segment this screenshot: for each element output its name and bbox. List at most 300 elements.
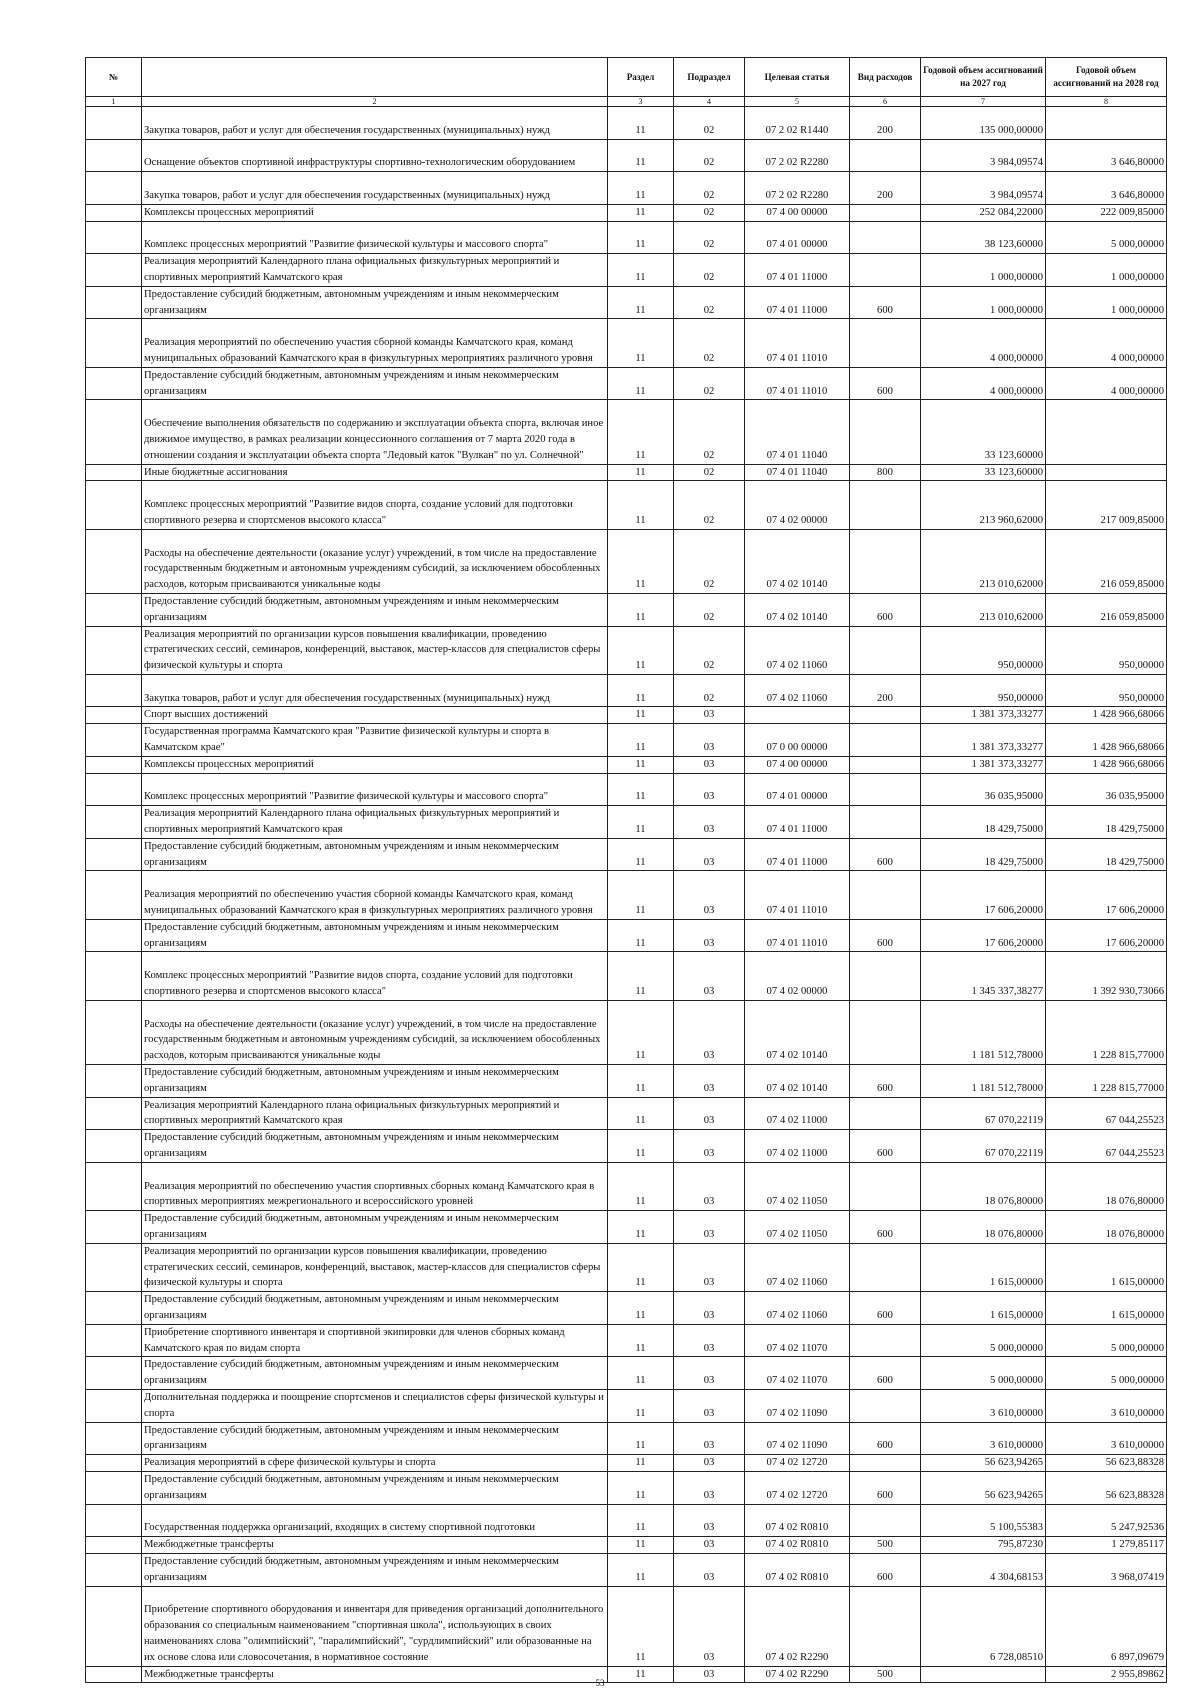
row-target-cell: 07 4 01 11000 bbox=[745, 806, 850, 839]
row-2028-cell: 1 000,00000 bbox=[1046, 286, 1167, 319]
row-2027-cell: 1 000,00000 bbox=[921, 286, 1046, 319]
row-name-cell: Комплекс процессных мероприятий "Развитие физической культуры и массового спорта" bbox=[142, 221, 608, 254]
table-row bbox=[86, 481, 1167, 529]
header-2028: Годовой объем ассигнований на 2028 год bbox=[1046, 58, 1167, 97]
row-name-cell: Комплекс процессных мероприятий "Развитие физической культуры и массового спорта" bbox=[142, 773, 608, 806]
row-2027-cell: 950,00000 bbox=[921, 674, 1046, 707]
row-2027-cell: 18 429,75000 bbox=[921, 838, 1046, 871]
row-vid-cell bbox=[850, 1243, 921, 1291]
row-podrazdel-cell: 02 bbox=[674, 367, 745, 400]
row-2028-cell: 67 044,25523 bbox=[1046, 1130, 1167, 1163]
table-row bbox=[86, 1471, 1167, 1504]
table-row bbox=[86, 1553, 1167, 1586]
row-vid-cell bbox=[850, 221, 921, 254]
row-podrazdel-cell: 03 bbox=[674, 919, 745, 952]
table-row bbox=[86, 1162, 1167, 1210]
table-row bbox=[86, 286, 1167, 319]
row-2027-cell: 4 000,00000 bbox=[921, 319, 1046, 367]
row-razdel-cell: 11 bbox=[608, 724, 674, 757]
table-row bbox=[86, 1324, 1167, 1357]
row-2028-cell: 217 009,85000 bbox=[1046, 481, 1167, 529]
row-vid-cell bbox=[850, 626, 921, 674]
row-2028-cell: 3 968,07419 bbox=[1046, 1553, 1167, 1586]
row-vid-cell: 600 bbox=[850, 1292, 921, 1325]
row-razdel-cell: 11 bbox=[608, 593, 674, 626]
row-2027-cell: 4 000,00000 bbox=[921, 367, 1046, 400]
row-number-cell bbox=[86, 1130, 142, 1163]
row-2027-cell: 33 123,60000 bbox=[921, 400, 1046, 464]
row-name-cell: Реализация мероприятий в сфере физической культуры и спорта bbox=[142, 1455, 608, 1472]
row-razdel-cell: 11 bbox=[608, 529, 674, 593]
table-row bbox=[86, 674, 1167, 707]
row-razdel-cell: 11 bbox=[608, 1666, 674, 1683]
row-target-cell: 07 4 02 11070 bbox=[745, 1357, 850, 1390]
row-podrazdel-cell: 03 bbox=[674, 1553, 745, 1586]
row-razdel-cell: 11 bbox=[608, 367, 674, 400]
row-2028-cell bbox=[1046, 400, 1167, 464]
row-razdel-cell: 11 bbox=[608, 139, 674, 172]
column-number: 7 bbox=[921, 97, 1046, 107]
row-target-cell: 07 4 01 11010 bbox=[745, 319, 850, 367]
table-row bbox=[86, 1211, 1167, 1244]
row-podrazdel-cell: 02 bbox=[674, 400, 745, 464]
row-number-cell bbox=[86, 1097, 142, 1130]
row-2027-cell: 18 076,80000 bbox=[921, 1162, 1046, 1210]
page-number: 53 bbox=[595, 1678, 605, 1688]
row-target-cell: 07 2 02 R2280 bbox=[745, 172, 850, 205]
row-podrazdel-cell: 02 bbox=[674, 529, 745, 593]
row-razdel-cell: 11 bbox=[608, 286, 674, 319]
row-2027-cell: 5 000,00000 bbox=[921, 1324, 1046, 1357]
table-row bbox=[86, 593, 1167, 626]
row-podrazdel-cell: 03 bbox=[674, 707, 745, 724]
row-number-cell bbox=[86, 593, 142, 626]
table-header-row bbox=[86, 58, 1167, 97]
row-target-cell: 07 4 02 11070 bbox=[745, 1324, 850, 1357]
row-2028-cell: 3 646,80000 bbox=[1046, 139, 1167, 172]
row-razdel-cell: 11 bbox=[608, 626, 674, 674]
row-vid-cell bbox=[850, 319, 921, 367]
row-vid-cell: 600 bbox=[850, 593, 921, 626]
table-row bbox=[86, 919, 1167, 952]
row-number-cell bbox=[86, 319, 142, 367]
table-row bbox=[86, 367, 1167, 400]
row-podrazdel-cell: 03 bbox=[674, 1422, 745, 1455]
row-podrazdel-cell: 03 bbox=[674, 1537, 745, 1554]
table-row bbox=[86, 1065, 1167, 1098]
row-podrazdel-cell: 03 bbox=[674, 1586, 745, 1666]
row-2028-cell: 216 059,85000 bbox=[1046, 593, 1167, 626]
row-2027-cell: 1 345 337,38277 bbox=[921, 952, 1046, 1000]
row-2028-cell: 4 000,00000 bbox=[1046, 319, 1167, 367]
row-target-cell: 07 2 02 R2280 bbox=[745, 139, 850, 172]
row-name-cell: Комплекс процессных мероприятий "Развитие видов спорта, создание условий для подготовки спортивного резерва и спортсменов высокого класса" bbox=[142, 952, 608, 1000]
row-name-cell: Расходы на обеспечение деятельности (оказание услуг) учреждений, в том числе на предоставление государственным бюджетным и автономным учреждениям субсидий, за исключением обособленных расходов, которым присваиваются уникальные коды bbox=[142, 1000, 608, 1064]
row-podrazdel-cell: 03 bbox=[674, 1211, 745, 1244]
row-number-cell bbox=[86, 1243, 142, 1291]
row-number-cell bbox=[86, 626, 142, 674]
row-razdel-cell: 11 bbox=[608, 400, 674, 464]
row-2027-cell: 1 381 373,33277 bbox=[921, 756, 1046, 773]
row-name-cell: Приобретение спортивного инвентаря и спортивной экипировки для членов сборных команд Камчатского края по видам спорта bbox=[142, 1324, 608, 1357]
row-number-cell bbox=[86, 367, 142, 400]
row-number-cell bbox=[86, 1389, 142, 1422]
row-number-cell bbox=[86, 107, 142, 140]
row-target-cell bbox=[745, 707, 850, 724]
row-target-cell: 07 4 00 00000 bbox=[745, 204, 850, 221]
row-razdel-cell: 11 bbox=[608, 1324, 674, 1357]
row-2027-cell: 1 000,00000 bbox=[921, 254, 1046, 287]
row-razdel-cell: 11 bbox=[608, 1162, 674, 1210]
row-vid-cell: 600 bbox=[850, 1357, 921, 1390]
row-name-cell: Иные бюджетные ассигнования bbox=[142, 464, 608, 481]
row-vid-cell bbox=[850, 1097, 921, 1130]
row-2028-cell: 18 429,75000 bbox=[1046, 806, 1167, 839]
row-2028-cell: 5 247,92536 bbox=[1046, 1504, 1167, 1537]
row-target-cell: 07 4 02 10140 bbox=[745, 1065, 850, 1098]
row-name-cell: Реализация мероприятий по организации курсов повышения квалификации, проведению стратегических сессий, семинаров, конференций, выставок, мастер-классов для специалистов сферы физической культуры и спорта bbox=[142, 1243, 608, 1291]
column-number-row bbox=[86, 97, 1167, 107]
row-number-cell bbox=[86, 1000, 142, 1064]
header-name bbox=[142, 58, 608, 97]
row-razdel-cell: 11 bbox=[608, 1000, 674, 1064]
row-2028-cell: 5 000,00000 bbox=[1046, 1357, 1167, 1390]
row-2028-cell: 1 228 815,77000 bbox=[1046, 1065, 1167, 1098]
row-razdel-cell: 11 bbox=[608, 1130, 674, 1163]
row-target-cell: 07 4 01 00000 bbox=[745, 773, 850, 806]
row-name-cell: Предоставление субсидий бюджетным, автономным учреждениям и иным некоммерческим организациям bbox=[142, 1357, 608, 1390]
row-target-cell: 07 4 02 R2290 bbox=[745, 1586, 850, 1666]
row-podrazdel-cell: 03 bbox=[674, 1000, 745, 1064]
row-name-cell: Предоставление субсидий бюджетным, автономным учреждениям и иным некоммерческим организациям bbox=[142, 1471, 608, 1504]
row-2028-cell: 5 000,00000 bbox=[1046, 1324, 1167, 1357]
row-vid-cell: 800 bbox=[850, 464, 921, 481]
row-razdel-cell: 11 bbox=[608, 1389, 674, 1422]
row-name-cell: Реализация мероприятий Календарного плана официальных физкультурных мероприятий и спортивных мероприятий Камчатского края bbox=[142, 806, 608, 839]
row-razdel-cell: 11 bbox=[608, 107, 674, 140]
row-2027-cell: 17 606,20000 bbox=[921, 919, 1046, 952]
row-podrazdel-cell: 03 bbox=[674, 806, 745, 839]
row-razdel-cell: 11 bbox=[608, 221, 674, 254]
row-target-cell: 07 4 02 11060 bbox=[745, 1243, 850, 1291]
row-number-cell bbox=[86, 481, 142, 529]
row-2027-cell: 3 984,09574 bbox=[921, 139, 1046, 172]
row-2027-cell: 5 000,00000 bbox=[921, 1357, 1046, 1390]
row-name-cell: Реализация мероприятий Календарного плана официальных физкультурных мероприятий и спортивных мероприятий Камчатского края bbox=[142, 1097, 608, 1130]
row-podrazdel-cell: 03 bbox=[674, 773, 745, 806]
row-2027-cell: 6 728,08510 bbox=[921, 1586, 1046, 1666]
column-number: 1 bbox=[86, 97, 142, 107]
row-podrazdel-cell: 03 bbox=[674, 1389, 745, 1422]
row-podrazdel-cell: 03 bbox=[674, 756, 745, 773]
row-razdel-cell: 11 bbox=[608, 1097, 674, 1130]
table-row bbox=[86, 707, 1167, 724]
row-vid-cell: 600 bbox=[850, 1130, 921, 1163]
row-razdel-cell: 11 bbox=[608, 1292, 674, 1325]
row-2028-cell: 1 428 966,68066 bbox=[1046, 724, 1167, 757]
table-body bbox=[86, 107, 1167, 1683]
row-razdel-cell: 11 bbox=[608, 838, 674, 871]
row-number-cell bbox=[86, 838, 142, 871]
row-2028-cell: 3 610,00000 bbox=[1046, 1422, 1167, 1455]
table-row bbox=[86, 139, 1167, 172]
row-number-cell bbox=[86, 919, 142, 952]
row-razdel-cell: 11 bbox=[608, 1586, 674, 1666]
row-podrazdel-cell: 03 bbox=[674, 1455, 745, 1472]
row-target-cell: 07 4 01 11010 bbox=[745, 919, 850, 952]
row-target-cell: 07 2 02 R1440 bbox=[745, 107, 850, 140]
row-number-cell bbox=[86, 529, 142, 593]
row-name-cell: Комплекс процессных мероприятий "Развитие видов спорта, создание условий для подготовки спортивного резерва и спортсменов высокого класса" bbox=[142, 481, 608, 529]
row-2028-cell: 1 000,00000 bbox=[1046, 254, 1167, 287]
row-number-cell bbox=[86, 1471, 142, 1504]
row-vid-cell: 600 bbox=[850, 919, 921, 952]
row-number-cell bbox=[86, 172, 142, 205]
table-row bbox=[86, 756, 1167, 773]
row-vid-cell bbox=[850, 707, 921, 724]
table-row bbox=[86, 204, 1167, 221]
row-razdel-cell: 11 bbox=[608, 756, 674, 773]
row-number-cell bbox=[86, 221, 142, 254]
table-row bbox=[86, 400, 1167, 464]
row-name-cell: Спорт высших достижений bbox=[142, 707, 608, 724]
row-vid-cell bbox=[850, 204, 921, 221]
row-2028-cell bbox=[1046, 107, 1167, 140]
row-2027-cell: 1 615,00000 bbox=[921, 1292, 1046, 1325]
row-name-cell: Предоставление субсидий бюджетным, автономным учреждениям и иным некоммерческим организациям bbox=[142, 1422, 608, 1455]
row-2028-cell: 222 009,85000 bbox=[1046, 204, 1167, 221]
table-row bbox=[86, 254, 1167, 287]
row-razdel-cell: 11 bbox=[608, 254, 674, 287]
row-2028-cell: 216 059,85000 bbox=[1046, 529, 1167, 593]
row-2028-cell: 950,00000 bbox=[1046, 626, 1167, 674]
row-2027-cell: 5 100,55383 bbox=[921, 1504, 1046, 1537]
row-2028-cell: 2 955,89862 bbox=[1046, 1666, 1167, 1683]
row-2028-cell: 6 897,09679 bbox=[1046, 1586, 1167, 1666]
row-2027-cell: 56 623,94265 bbox=[921, 1455, 1046, 1472]
row-vid-cell: 600 bbox=[850, 1211, 921, 1244]
table-row bbox=[86, 1537, 1167, 1554]
row-2028-cell: 67 044,25523 bbox=[1046, 1097, 1167, 1130]
row-razdel-cell: 11 bbox=[608, 871, 674, 919]
row-name-cell: Межбюджетные трансферты bbox=[142, 1666, 608, 1683]
table-row bbox=[86, 107, 1167, 140]
row-vid-cell bbox=[850, 1324, 921, 1357]
row-number-cell bbox=[86, 204, 142, 221]
row-target-cell: 07 4 02 11060 bbox=[745, 1292, 850, 1325]
row-vid-cell bbox=[850, 481, 921, 529]
table-row bbox=[86, 626, 1167, 674]
row-number-cell bbox=[86, 1586, 142, 1666]
row-number-cell bbox=[86, 871, 142, 919]
table-row bbox=[86, 529, 1167, 593]
row-name-cell: Реализация мероприятий по обеспечению участия спортивных сборных команд Камчатского края в спортивных мероприятиях межрегионального и всероссийского уровней bbox=[142, 1162, 608, 1210]
row-target-cell: 07 4 02 10140 bbox=[745, 529, 850, 593]
row-2027-cell: 33 123,60000 bbox=[921, 464, 1046, 481]
row-target-cell: 07 4 02 11050 bbox=[745, 1162, 850, 1210]
row-vid-cell bbox=[850, 1586, 921, 1666]
row-2028-cell: 56 623,88328 bbox=[1046, 1455, 1167, 1472]
row-name-cell: Предоставление субсидий бюджетным, автономным учреждениям и иным некоммерческим организациям bbox=[142, 919, 608, 952]
row-number-cell bbox=[86, 756, 142, 773]
row-vid-cell: 200 bbox=[850, 172, 921, 205]
row-vid-cell bbox=[850, 1000, 921, 1064]
row-name-cell: Государственная поддержка организаций, входящих в систему спортивной подготовки bbox=[142, 1504, 608, 1537]
row-2028-cell: 18 429,75000 bbox=[1046, 838, 1167, 871]
row-2028-cell: 950,00000 bbox=[1046, 674, 1167, 707]
row-razdel-cell: 11 bbox=[608, 1537, 674, 1554]
row-2028-cell: 3 610,00000 bbox=[1046, 1389, 1167, 1422]
row-podrazdel-cell: 02 bbox=[674, 481, 745, 529]
table-row bbox=[86, 952, 1167, 1000]
row-name-cell: Предоставление субсидий бюджетным, автономным учреждениям и иным некоммерческим организациям bbox=[142, 367, 608, 400]
row-vid-cell bbox=[850, 806, 921, 839]
column-number: 3 bbox=[608, 97, 674, 107]
row-target-cell: 07 4 01 11000 bbox=[745, 286, 850, 319]
row-podrazdel-cell: 03 bbox=[674, 838, 745, 871]
row-vid-cell bbox=[850, 1504, 921, 1537]
row-2028-cell: 5 000,00000 bbox=[1046, 221, 1167, 254]
table-row bbox=[86, 1422, 1167, 1455]
row-vid-cell: 200 bbox=[850, 674, 921, 707]
row-2027-cell: 213 010,62000 bbox=[921, 593, 1046, 626]
row-name-cell: Оснащение объектов спортивной инфраструктуры спортивно-технологическим оборудованием bbox=[142, 139, 608, 172]
row-number-cell bbox=[86, 724, 142, 757]
row-number-cell bbox=[86, 1422, 142, 1455]
header-vid: Вид расходов bbox=[850, 58, 921, 97]
row-number-cell bbox=[86, 1162, 142, 1210]
row-vid-cell: 600 bbox=[850, 286, 921, 319]
row-razdel-cell: 11 bbox=[608, 707, 674, 724]
row-2027-cell: 1 615,00000 bbox=[921, 1243, 1046, 1291]
row-podrazdel-cell: 02 bbox=[674, 674, 745, 707]
header-num: № bbox=[86, 58, 142, 97]
row-name-cell: Обеспечение выполнения обязательств по содержанию и эксплуатации объекта спорта, включая иное движимое имущество, в рамках реализации концессионного соглашения от 7 марта 2020 года в отношении создания и эксплуатации объекта спорта "Ледовый каток "Вулкан" по ул. Солнечной" bbox=[142, 400, 608, 464]
row-target-cell: 07 4 02 R2290 bbox=[745, 1666, 850, 1683]
row-2028-cell: 1 615,00000 bbox=[1046, 1292, 1167, 1325]
row-number-cell bbox=[86, 139, 142, 172]
table-row bbox=[86, 464, 1167, 481]
row-vid-cell: 600 bbox=[850, 838, 921, 871]
row-vid-cell bbox=[850, 952, 921, 1000]
row-2028-cell: 1 392 930,73066 bbox=[1046, 952, 1167, 1000]
row-target-cell: 07 4 01 11000 bbox=[745, 254, 850, 287]
row-target-cell: 07 4 01 11010 bbox=[745, 871, 850, 919]
row-2027-cell: 1 381 373,33277 bbox=[921, 724, 1046, 757]
row-number-cell bbox=[86, 707, 142, 724]
row-name-cell: Приобретение спортивного оборудования и инвентаря для приведения организаций дополнительного образования со специальным наименованием "спортивная школа", использующих в своих наименованиях слова "олимпийский", "паралимпийский", "сурдлимпийский" или образованные на их основе слова или словосочетания, в нормативное состояние bbox=[142, 1586, 608, 1666]
row-name-cell: Предоставление субсидий бюджетным, автономным учреждениям и иным некоммерческим организациям bbox=[142, 286, 608, 319]
row-razdel-cell: 11 bbox=[608, 952, 674, 1000]
row-target-cell: 07 4 02 00000 bbox=[745, 952, 850, 1000]
row-vid-cell: 500 bbox=[850, 1537, 921, 1554]
row-podrazdel-cell: 03 bbox=[674, 1130, 745, 1163]
row-2027-cell: 3 984,09574 bbox=[921, 172, 1046, 205]
row-razdel-cell: 11 bbox=[608, 1211, 674, 1244]
row-razdel-cell: 11 bbox=[608, 919, 674, 952]
row-2027-cell: 18 429,75000 bbox=[921, 806, 1046, 839]
row-number-cell bbox=[86, 464, 142, 481]
column-number: 2 bbox=[142, 97, 608, 107]
row-razdel-cell: 11 bbox=[608, 773, 674, 806]
row-2027-cell: 3 610,00000 bbox=[921, 1422, 1046, 1455]
row-2028-cell: 17 606,20000 bbox=[1046, 919, 1167, 952]
row-2028-cell bbox=[1046, 464, 1167, 481]
row-target-cell: 07 4 02 12720 bbox=[745, 1455, 850, 1472]
row-razdel-cell: 11 bbox=[608, 1455, 674, 1472]
row-2027-cell: 1 181 512,78000 bbox=[921, 1000, 1046, 1064]
row-number-cell bbox=[86, 1537, 142, 1554]
row-name-cell: Закупка товаров, работ и услуг для обеспечения государственных (муниципальных) нужд bbox=[142, 172, 608, 205]
row-razdel-cell: 11 bbox=[608, 1504, 674, 1537]
row-podrazdel-cell: 02 bbox=[674, 286, 745, 319]
row-target-cell: 07 4 02 10140 bbox=[745, 593, 850, 626]
row-2028-cell: 18 076,80000 bbox=[1046, 1211, 1167, 1244]
row-target-cell: 07 4 02 R0810 bbox=[745, 1553, 850, 1586]
row-podrazdel-cell: 03 bbox=[674, 724, 745, 757]
row-podrazdel-cell: 03 bbox=[674, 1162, 745, 1210]
row-razdel-cell: 11 bbox=[608, 1243, 674, 1291]
row-razdel-cell: 11 bbox=[608, 674, 674, 707]
table-row bbox=[86, 1357, 1167, 1390]
row-2028-cell: 56 623,88328 bbox=[1046, 1471, 1167, 1504]
row-2028-cell: 36 035,95000 bbox=[1046, 773, 1167, 806]
row-2027-cell: 67 070,22119 bbox=[921, 1130, 1046, 1163]
row-name-cell: Закупка товаров, работ и услуг для обеспечения государственных (муниципальных) нужд bbox=[142, 107, 608, 140]
table-row bbox=[86, 1389, 1167, 1422]
row-2027-cell: 18 076,80000 bbox=[921, 1211, 1046, 1244]
row-name-cell: Комплексы процессных мероприятий bbox=[142, 756, 608, 773]
row-2027-cell: 950,00000 bbox=[921, 626, 1046, 674]
row-name-cell: Расходы на обеспечение деятельности (оказание услуг) учреждений, в том числе на предоставление государственным бюджетным и автономным учреждениям субсидий, за исключением обособленных расходов, которым присваиваются уникальные коды bbox=[142, 529, 608, 593]
row-vid-cell bbox=[850, 1162, 921, 1210]
row-2028-cell: 17 606,20000 bbox=[1046, 871, 1167, 919]
row-razdel-cell: 11 bbox=[608, 1065, 674, 1098]
table-row bbox=[86, 1000, 1167, 1064]
row-vid-cell bbox=[850, 756, 921, 773]
row-2027-cell: 795,87230 bbox=[921, 1537, 1046, 1554]
row-name-cell: Предоставление субсидий бюджетным, автономным учреждениям и иным некоммерческим организациям bbox=[142, 1292, 608, 1325]
row-name-cell: Реализация мероприятий по организации курсов повышения квалификации, проведению стратегических сессий, семинаров, конференций, выставок, мастер-классов для специалистов сферы физической культуры и спорта bbox=[142, 626, 608, 674]
row-vid-cell bbox=[850, 724, 921, 757]
row-target-cell: 07 4 01 11000 bbox=[745, 838, 850, 871]
row-name-cell: Межбюджетные трансферты bbox=[142, 1537, 608, 1554]
row-vid-cell: 600 bbox=[850, 1553, 921, 1586]
table-row bbox=[86, 221, 1167, 254]
row-podrazdel-cell: 02 bbox=[674, 254, 745, 287]
table-row bbox=[86, 1504, 1167, 1537]
row-podrazdel-cell: 03 bbox=[674, 952, 745, 1000]
row-podrazdel-cell: 02 bbox=[674, 204, 745, 221]
row-razdel-cell: 11 bbox=[608, 1357, 674, 1390]
row-name-cell: Дополнительная поддержка и поощрение спортсменов и специалистов сферы физической культуры и спорта bbox=[142, 1389, 608, 1422]
row-2027-cell: 4 304,68153 bbox=[921, 1553, 1046, 1586]
row-vid-cell bbox=[850, 773, 921, 806]
row-2028-cell: 1 279,85117 bbox=[1046, 1537, 1167, 1554]
row-target-cell: 07 4 02 12720 bbox=[745, 1471, 850, 1504]
row-podrazdel-cell: 03 bbox=[674, 1292, 745, 1325]
row-2027-cell: 56 623,94265 bbox=[921, 1471, 1046, 1504]
row-number-cell bbox=[86, 674, 142, 707]
table-row bbox=[86, 1292, 1167, 1325]
table-row bbox=[86, 773, 1167, 806]
table-row bbox=[86, 1586, 1167, 1666]
row-podrazdel-cell: 03 bbox=[674, 1504, 745, 1537]
row-2027-cell: 17 606,20000 bbox=[921, 871, 1046, 919]
row-podrazdel-cell: 02 bbox=[674, 464, 745, 481]
row-razdel-cell: 11 bbox=[608, 1471, 674, 1504]
row-number-cell bbox=[86, 1553, 142, 1586]
